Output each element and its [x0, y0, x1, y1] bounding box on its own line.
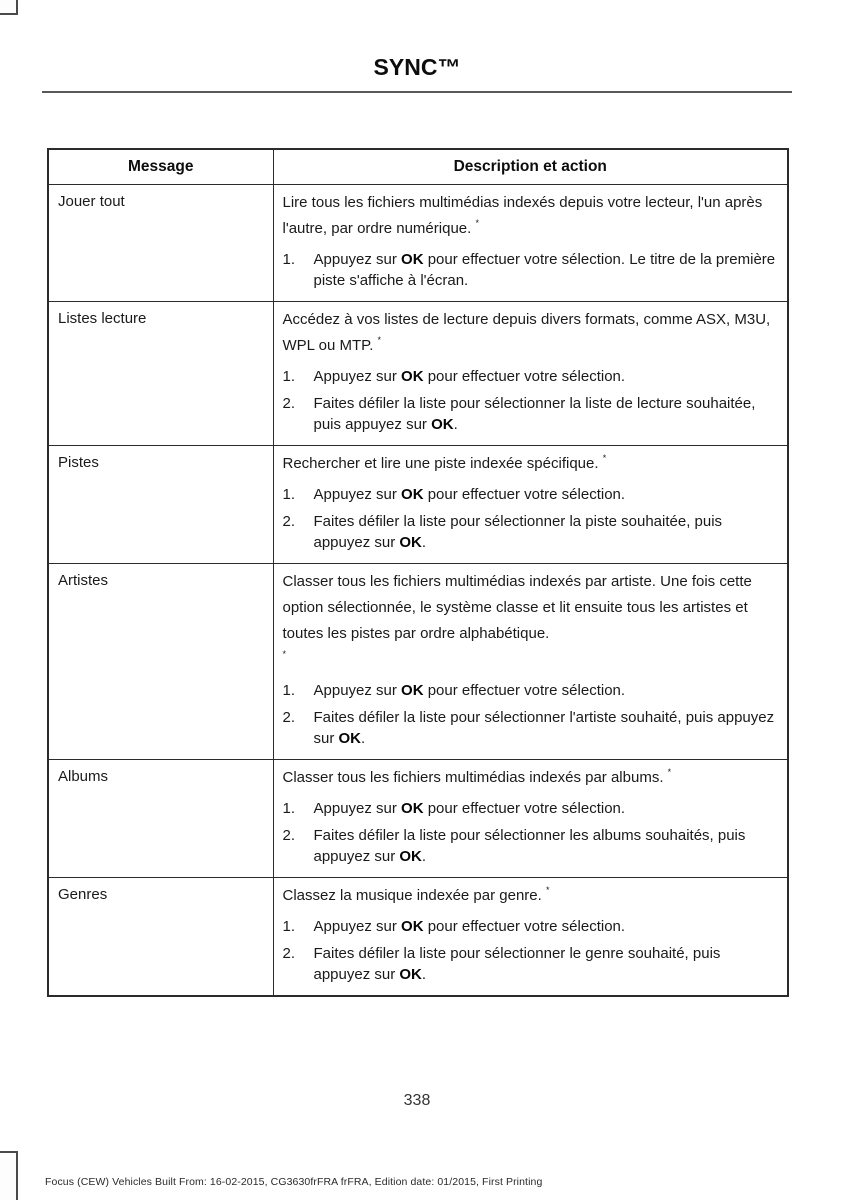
page-corner-mark-bottom-left	[0, 1151, 18, 1200]
step-item	[283, 798, 780, 819]
table-row-genres	[48, 877, 788, 996]
step-item	[283, 249, 780, 291]
step-item	[283, 393, 780, 435]
message-cell: Albums	[48, 759, 273, 877]
message-cell: Pistes	[48, 445, 273, 563]
description-cell	[273, 301, 788, 445]
step-text: Appuyez sur OK pour effectuer votre sélection.	[313, 367, 626, 385]
step-text: Faites défiler la liste pour sélectionner la liste de lecture souhaitée, puis appuyez sur OK.	[313, 394, 756, 433]
description-intro: Lire tous les fichiers multimédias indexés depuis votre lecteur, l'un après l'autre, par ordre numérique. *	[282, 193, 763, 237]
page-corner-mark-top-left	[0, 0, 18, 15]
header-block	[42, 54, 792, 93]
step-item	[283, 680, 780, 701]
description-intro: Classer tous les fichiers multimédias indexés par artiste. Une fois cette option sélectionnée, le système classe et lit ensuite tous les artistes et toutes les pistes par ordre alphabétique. *	[282, 572, 752, 659]
step-number: 1.	[282, 681, 296, 699]
step-text: Appuyez sur OK pour effectuer votre sélection.	[313, 681, 626, 699]
column-header-description: Description et action	[273, 149, 788, 184]
step-text: Faites défiler la liste pour sélectionner les albums souhaités, puis appuyez sur OK.	[313, 826, 746, 865]
table-row-listes-lecture	[48, 301, 788, 445]
title-divider	[42, 91, 792, 93]
step-text: Appuyez sur OK pour effectuer votre sélection.	[313, 799, 626, 817]
description-intro: Rechercher et lire une piste indexée spécifique. *	[282, 452, 607, 472]
table-row-jouer-tout	[48, 184, 788, 301]
page-title: SYNC™	[373, 54, 461, 80]
step-number: 1.	[282, 917, 296, 935]
message-cell: Jouer tout	[48, 184, 273, 301]
step-text: Faites défiler la liste pour sélectionner la piste souhaitée, puis appuyez sur OK.	[313, 512, 723, 551]
page-number: 338	[403, 1092, 431, 1109]
step-text: Appuyez sur OK pour effectuer votre sélection.	[313, 485, 626, 503]
step-number: 2.	[282, 944, 296, 962]
step-item	[283, 916, 780, 937]
description-cell	[273, 184, 788, 301]
table-row-artistes	[48, 563, 788, 759]
step-number: 1.	[282, 485, 296, 503]
description-cell	[273, 445, 788, 563]
step-item	[283, 484, 780, 505]
step-item	[283, 825, 780, 867]
description-cell	[273, 759, 788, 877]
footer-imprint: Focus (CEW) Vehicles Built From: 16-02-2015, CG3630frFRA frFRA, Edition date: 01/2015, First Printing	[45, 1176, 543, 1188]
step-number: 2.	[282, 708, 296, 726]
step-text: Faites défiler la liste pour sélectionner le genre souhaité, puis appuyez sur OK.	[313, 944, 721, 983]
step-number: 1.	[282, 367, 296, 385]
step-number: 1.	[282, 799, 296, 817]
step-item	[283, 943, 780, 985]
sync-media-table	[47, 148, 789, 997]
step-item	[283, 511, 780, 553]
description-intro: Accédez à vos listes de lecture depuis divers formats, comme ASX, M3U, WPL ou MTP. *	[282, 310, 771, 354]
step-number: 2.	[282, 512, 296, 530]
description-cell	[273, 877, 788, 996]
step-item	[283, 366, 780, 387]
column-header-message: Message	[48, 149, 273, 184]
table-row-pistes	[48, 445, 788, 563]
step-text: Faites défiler la liste pour sélectionner l'artiste souhaité, puis appuyez sur OK.	[313, 708, 775, 747]
message-cell: Artistes	[48, 563, 273, 759]
description-intro: Classer tous les fichiers multimédias indexés par albums. *	[282, 766, 672, 786]
message-cell: Genres	[48, 877, 273, 996]
description-cell	[273, 563, 788, 759]
message-cell: Listes lecture	[48, 301, 273, 445]
step-number: 2.	[282, 394, 296, 412]
table-header-row	[48, 149, 788, 184]
step-text: Appuyez sur OK pour effectuer votre sélection. Le titre de la première piste s'affiche à l'écran.	[313, 250, 776, 289]
step-number: 1.	[282, 250, 296, 268]
step-text: Appuyez sur OK pour effectuer votre sélection.	[313, 917, 626, 935]
description-intro: Classez la musique indexée par genre. *	[282, 884, 550, 904]
table-row-albums	[48, 759, 788, 877]
step-item	[283, 707, 780, 749]
step-number: 2.	[282, 826, 296, 844]
